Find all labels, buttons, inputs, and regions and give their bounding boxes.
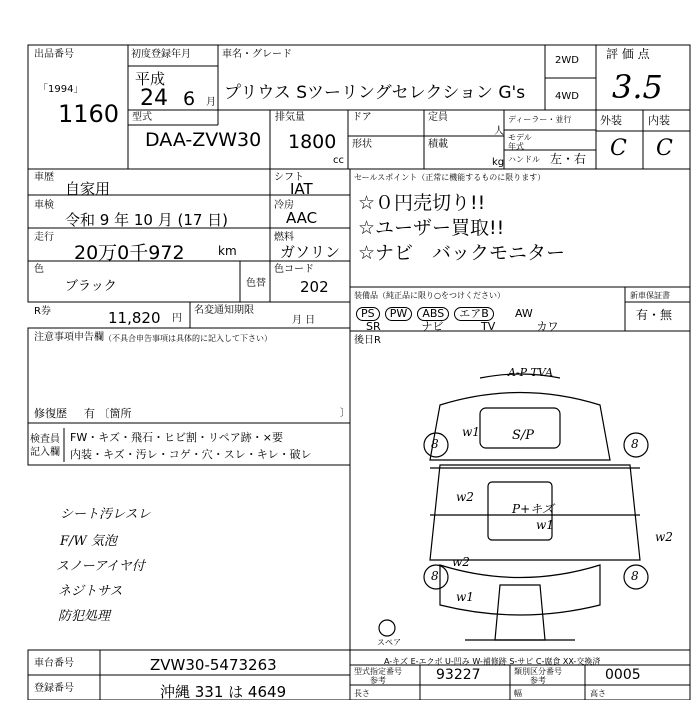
load-unit: kg [492, 157, 505, 168]
model-label: 型式 [132, 112, 152, 123]
check-row-1: FW・キズ・飛石・ヒビ割・リペア跡・×要 [70, 431, 283, 444]
declaration-label: 注意事項申告欄 [34, 332, 104, 343]
sales-point-2: ☆ユーザー買取!! [358, 217, 505, 239]
equip-ps: PS [356, 307, 380, 321]
sales-label: セールスポイント（正常に機能するものに限ります） [354, 173, 546, 182]
diagram-rear-left: w2 [452, 555, 470, 569]
load-label: 積載 [428, 139, 448, 150]
ref-label-2: 参考 [530, 676, 546, 685]
check-row-2: 内装・キズ・汚レ・コゲ・穴・スレ・キレ・破レ [70, 448, 312, 461]
warranty-value: 有・無 [636, 308, 673, 322]
handle-label: ハンドル [508, 155, 540, 164]
displacement-label: 排気量 [275, 112, 305, 123]
diagram-center-2: w1 [536, 518, 554, 532]
model-year-label: モデル年式 [508, 133, 532, 151]
height-label: 高さ [590, 689, 606, 698]
model-designation-value: 93227 [436, 667, 481, 683]
warranty-label: 新車保証書 [630, 291, 670, 300]
model-value: DAA-ZVW30 [145, 129, 262, 151]
door-label: ドア [352, 112, 372, 123]
ac-label: 冷房 [274, 200, 294, 211]
inspection-value: 令和 9 年 10 月 (17 日) [65, 211, 229, 229]
drive-2wd: 2WD [555, 55, 579, 66]
sales-point-3: ☆ナビ バックモニター [358, 242, 566, 264]
shift-value: IAT [290, 180, 313, 198]
lot-sub: 「1994」 [38, 84, 84, 95]
plate-label: 登録番号 [34, 683, 74, 694]
reg-month: 6 [183, 88, 196, 110]
equip-tv: TV [481, 320, 496, 333]
tire-front-left: 8 [431, 437, 439, 451]
tire-front-right: 8 [631, 437, 639, 451]
equipment-label: 装備品（純正品に限り○をつけください） [354, 291, 505, 300]
ac-value: AAC [286, 209, 318, 227]
equip-aw: AW [514, 307, 533, 320]
handle-value: 左・右 [550, 152, 587, 166]
check-label-2: 記入欄 [30, 447, 60, 458]
lot-number: 1160 [58, 100, 120, 128]
color-value: ブラック [65, 279, 117, 294]
chassis-label: 車台番号 [34, 658, 74, 669]
interior-grade: C [656, 136, 673, 161]
recycle-unit: 円 [172, 313, 182, 324]
color-code-value: 202 [300, 278, 329, 296]
repair-label: 修復歴 [34, 407, 67, 420]
fuel-value: ガソリン [280, 243, 341, 261]
spare-label: スペア [377, 638, 401, 647]
diagram-rear: w1 [456, 590, 474, 604]
exterior-label: 外装 [600, 114, 622, 127]
width-label: 幅 [514, 689, 522, 698]
handwritten-note-5: 防犯処理 [58, 609, 111, 624]
color-change-label: 色替 [246, 278, 266, 289]
shape-label: 形状 [352, 139, 372, 150]
repair-close: 〕 [340, 408, 350, 419]
mileage-unit: km [218, 244, 237, 258]
first-reg-label: 初度登録年月 [131, 49, 191, 60]
diagram-top-note: A-P TVA [508, 366, 554, 379]
diagram-hood: S/P [512, 428, 535, 443]
equipment-row-bottom [366, 318, 559, 334]
handwritten-note-2: F/W 気泡 [60, 534, 117, 549]
fuel-label: 燃料 [274, 232, 294, 243]
name-notice-unit: 月 日 [292, 315, 316, 326]
equip-leather: カワ [536, 320, 559, 333]
handwritten-note-4: ネジトサス [58, 584, 123, 599]
grade-label: 評 価 点 [606, 47, 650, 61]
reg-year: 24 [140, 86, 168, 111]
mileage-label: 走行 [34, 232, 54, 243]
interior-label: 内装 [648, 114, 670, 127]
equip-airbag: エアB [454, 307, 494, 321]
diagram-left-door: w2 [456, 490, 474, 504]
equip-abs: ABS [417, 307, 449, 321]
equip-navi: ナビ [421, 320, 444, 333]
color-code-label: 色コード [274, 264, 314, 275]
car-name: プリウス Sツーリングセレクション G's [224, 83, 526, 103]
tire-rear-left: 8 [431, 569, 439, 583]
equip-sr: SR [366, 320, 381, 333]
handwritten-note-1: シート汚レスレ [60, 507, 151, 522]
reg-type-label: 車歴 [34, 172, 54, 183]
check-label-1: 検査員 [30, 434, 60, 445]
recycle-label: R券 [34, 306, 51, 317]
grade-value: 3.5 [612, 68, 663, 106]
plate-value: 沖縄 331 は 4649 [160, 683, 287, 701]
recycle-amount: 11,820 [108, 309, 161, 327]
length-label: 長さ [354, 689, 370, 698]
reg-type-value: 自家用 [65, 180, 111, 198]
chassis-value: ZVW30-5473263 [150, 656, 277, 674]
equip-pw: PW [385, 307, 413, 321]
class-label: 類別区分番号 [514, 667, 562, 676]
repair-value: 有 〔箇所 [84, 407, 132, 420]
damage-legend: A-キズ E-エクボ U-凹み W-補修跡 S-サビ C-腐食 XX-交換済 [384, 657, 601, 666]
car-name-label: 車名・グレード [222, 49, 292, 60]
capacity-label: 定員 [428, 112, 448, 123]
model-designation-label: 型式指定番号 [354, 667, 402, 676]
diagram-front-left: w1 [462, 425, 480, 439]
class-value: 0005 [605, 667, 641, 683]
name-notice-label: 名変通知期限 [194, 305, 254, 316]
color-label: 色 [34, 264, 44, 275]
ref-label-1: 参考 [370, 676, 386, 685]
shift-label: シフト [274, 172, 304, 183]
dealer-label: ディーラー・並行 [508, 115, 572, 124]
exterior-grade: C [610, 136, 627, 161]
era: 平成 [135, 70, 166, 88]
diagram-right-door: w2 [655, 530, 673, 544]
displacement-value: 1800 [288, 131, 337, 153]
declaration-sub: （不具合申告事項は具体的に記入して下さい） [104, 334, 272, 343]
mileage-value: 20万0千972 [74, 242, 185, 264]
tire-rear-right: 8 [631, 569, 639, 583]
rear-memo-label: 後日R [354, 335, 381, 346]
sales-point-1: ☆０円売切り!! [358, 192, 486, 214]
drive-4wd: 4WD [555, 91, 579, 102]
handwritten-note-3: スノーアイヤ付 [56, 559, 145, 574]
displacement-unit: cc [333, 155, 344, 166]
capacity-unit: 人 [494, 126, 504, 137]
diagram-center: P+キズ [512, 502, 554, 516]
month-unit: 月 [206, 97, 216, 108]
inspection-label: 車検 [34, 200, 54, 211]
lot-label: 出品番号 [34, 49, 74, 60]
